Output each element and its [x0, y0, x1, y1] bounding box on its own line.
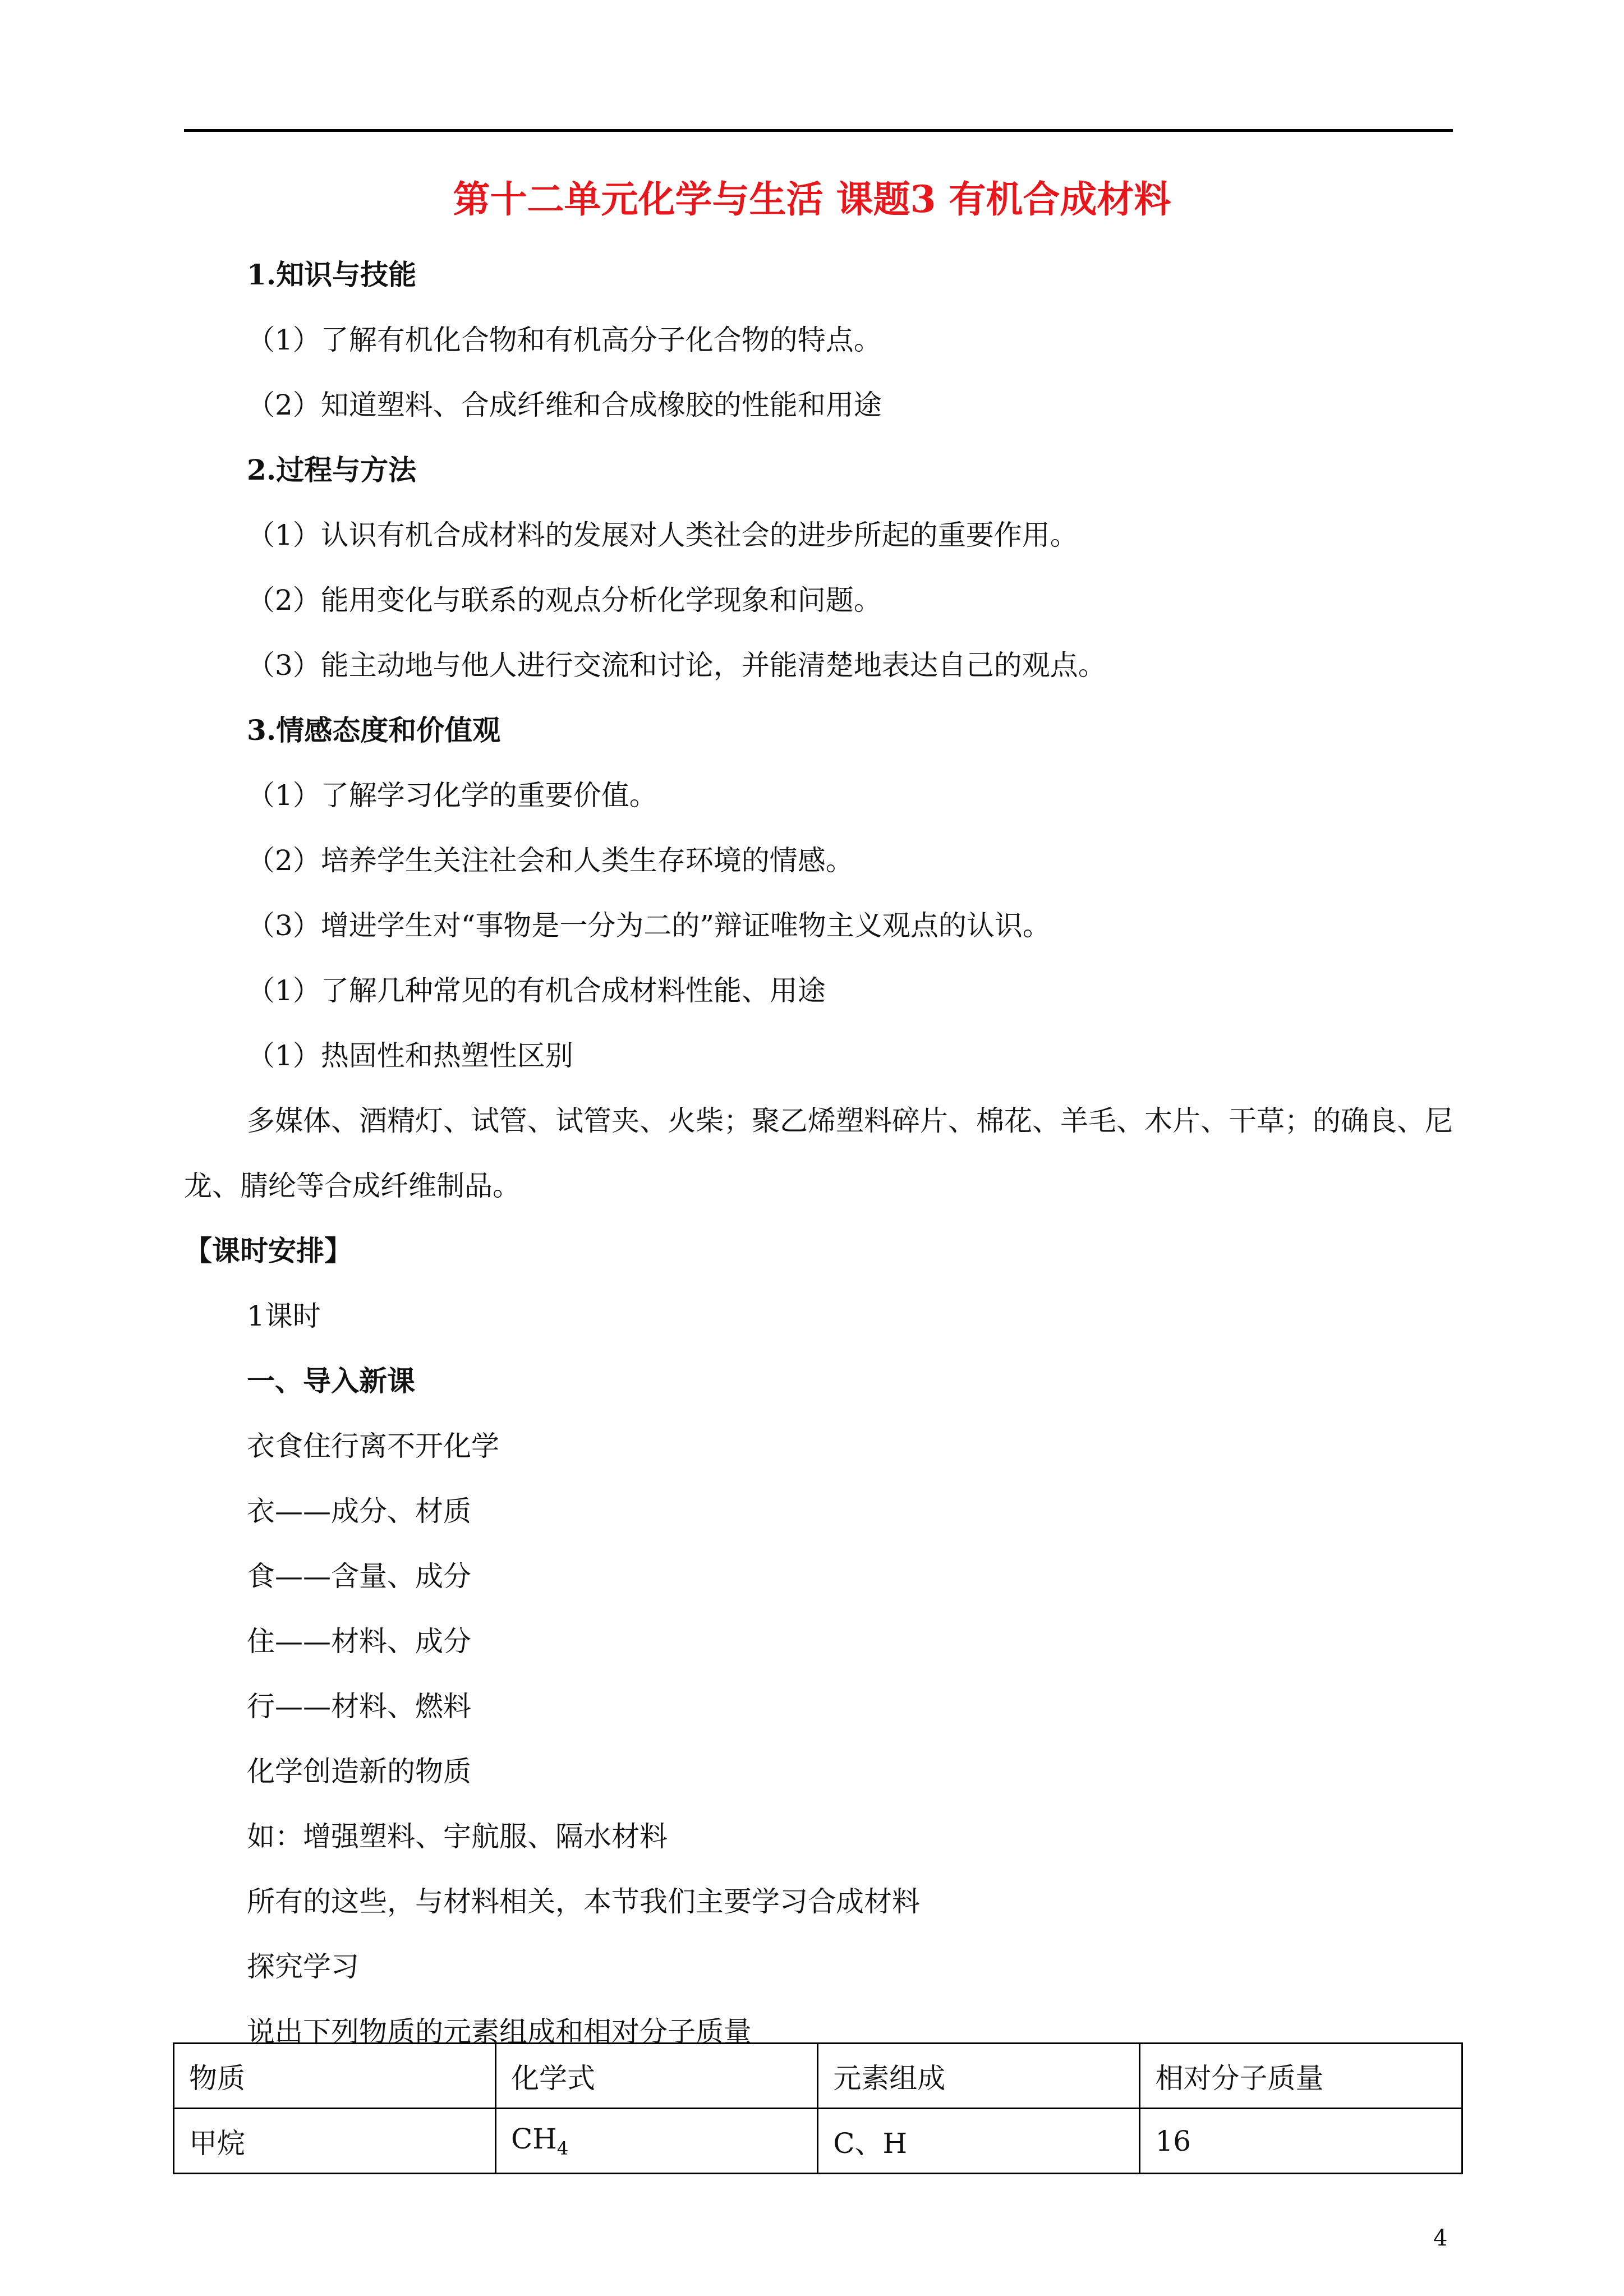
- section-heading-process: 2.过程与方法: [247, 453, 417, 486]
- schedule-heading: 【课时安排】: [184, 1234, 352, 1267]
- list-item: （2）培养学生关注社会和人类生存环境的情感。: [247, 844, 854, 877]
- section-heading-knowledge: 1.知识与技能: [247, 258, 417, 291]
- table-header-row: [174, 2044, 1462, 2109]
- formula-subscript: 4: [556, 2138, 569, 2159]
- lesson-line: 行——材料、燃料: [247, 1690, 471, 1723]
- lesson-line: 说出下列物质的元素组成和相对分子质量: [247, 2016, 752, 2048]
- substance-table: [173, 2042, 1463, 2174]
- difficult-point: （1）热固性和热塑性区别: [247, 1039, 573, 1072]
- lesson-line: 衣食住行离不开化学: [247, 1430, 499, 1462]
- lesson-line: 所有的这些，与材料相关，本节我们主要学习合成材料: [247, 1885, 920, 1918]
- document-title: 第十二单元化学与生活 课题3 有机合成材料: [453, 177, 1171, 221]
- table-header-cell: 化学式: [496, 2044, 818, 2109]
- list-item: （1）了解有机化合物和有机高分子化合物的特点。: [247, 324, 882, 356]
- table-cell-formula: [496, 2109, 818, 2174]
- page-number: 4: [1433, 2225, 1448, 2251]
- lesson-line: 住——材料、成分: [247, 1625, 471, 1658]
- header-rule: [184, 129, 1453, 132]
- list-item: （2）知道塑料、合成纤维和合成橡胶的性能和用途: [247, 389, 882, 421]
- lesson-line: 食——含量、成分: [247, 1560, 471, 1593]
- lesson-line: 如：增强塑料、宇航服、隔水材料: [247, 1820, 668, 1853]
- list-item: （3）能主动地与他人进行交流和讨论，并能清楚地表达自己的观点。: [247, 649, 1106, 682]
- lesson-line: 探究学习: [247, 1950, 359, 1983]
- table-header-cell: 相对分子质量: [1140, 2044, 1462, 2109]
- list-item: （2）能用变化与联系的观点分析化学现象和问题。: [247, 584, 882, 616]
- list-item: （1）认识有机合成材料的发展对人类社会的进步所起的重要作用。: [247, 519, 1078, 551]
- list-item: （1）了解学习化学的重要价值。: [247, 779, 657, 812]
- table-cell-elements: C、H: [818, 2109, 1140, 2174]
- table-cell-mass: 16: [1140, 2109, 1462, 2174]
- schedule-value: 1课时: [247, 1300, 321, 1332]
- lesson-line: 化学创造新的物质: [247, 1755, 471, 1788]
- table-header-cell: 元素组成: [818, 2044, 1140, 2109]
- formula-base: CH: [511, 2123, 557, 2155]
- table-row: [174, 2109, 1462, 2174]
- list-item: （3）增进学生对“事物是一分为二的”辩证唯物主义观点的认识。: [247, 909, 1051, 942]
- table-cell-substance: 甲烷: [174, 2109, 496, 2174]
- section-heading-values: 3.情感态度和价值观: [247, 714, 501, 747]
- lesson-line: 衣——成分、材质: [247, 1495, 471, 1527]
- table-header-cell: 物质: [174, 2044, 496, 2109]
- lesson-heading: 一、导入新课: [247, 1364, 415, 1397]
- key-point: （1）了解几种常见的有机合成材料性能、用途: [247, 974, 826, 1007]
- materials-paragraph: 多媒体、酒精灯、试管、试管夹、火柴；聚乙烯塑料碎片、棉花、羊毛、木片、干草；的确良、尼龙、腈纶等合成纤维制品。: [184, 1105, 1453, 1202]
